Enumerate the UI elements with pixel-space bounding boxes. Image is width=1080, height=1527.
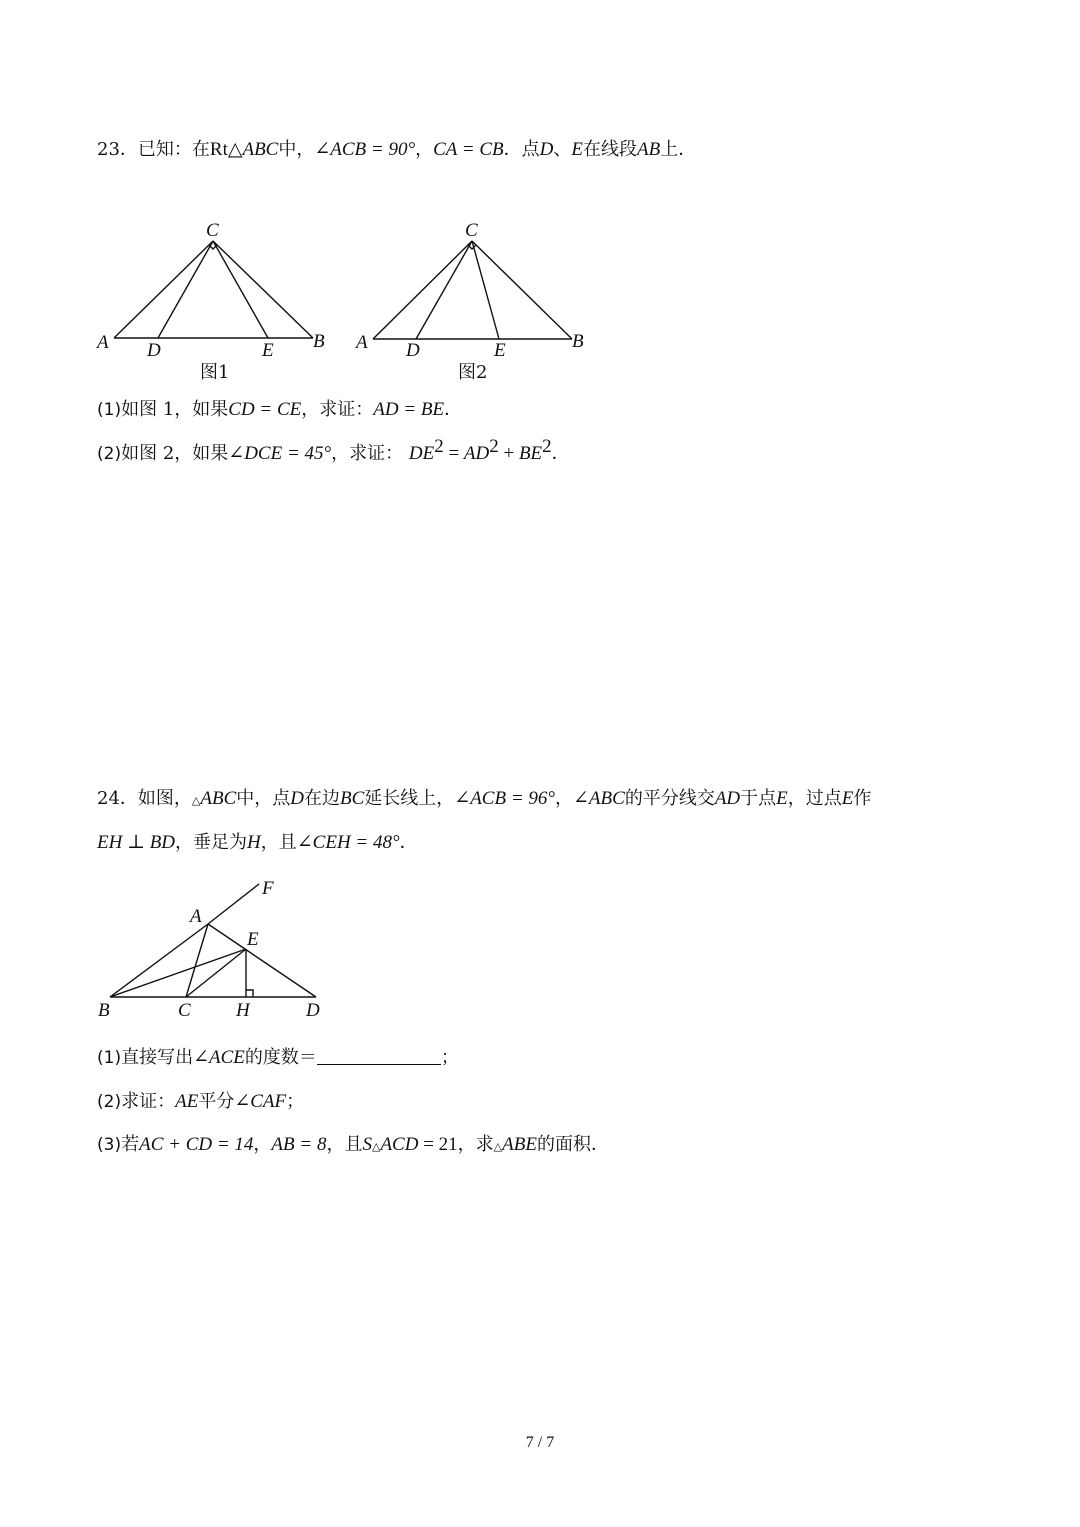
math-s: S xyxy=(362,1134,372,1155)
figure-q24-lines xyxy=(110,884,316,997)
math-acd: ACD xyxy=(380,1134,419,1155)
text: ，求 xyxy=(457,1134,494,1155)
math-ae: AE xyxy=(175,1091,199,1112)
text: 如图， xyxy=(137,788,192,809)
math-bc: BC xyxy=(340,788,365,809)
text: 的平分线交 xyxy=(624,788,715,809)
text: ； xyxy=(440,1047,459,1068)
text: 、 xyxy=(553,139,572,160)
q24-label-d: D xyxy=(306,1000,320,1021)
q24-label-f: F xyxy=(262,878,274,899)
math-ca-cb: CA = CB xyxy=(433,139,504,160)
q24-label-a: A xyxy=(190,906,202,927)
q24-part-2 xyxy=(97,1089,304,1115)
math-eh-perp-bd: EH ⊥ BD xyxy=(97,832,176,853)
text: 于点 xyxy=(740,788,777,809)
math-conclusion: AD = BE xyxy=(373,399,445,420)
q24-segment-ad xyxy=(208,924,316,997)
math-e: E xyxy=(841,788,854,809)
triangle-symbol: △ xyxy=(371,1140,381,1153)
text: 的度数＝ xyxy=(244,1047,317,1068)
text: ； xyxy=(286,1091,305,1112)
question-number: 23． xyxy=(97,139,138,160)
triangle-symbol: △ xyxy=(493,1140,503,1153)
fig2-label-b: B xyxy=(572,331,584,352)
math-e: E xyxy=(776,788,788,809)
math-rt: Rt xyxy=(209,139,228,160)
part-number: (1) xyxy=(97,1048,122,1068)
triangle-symbol: △ xyxy=(191,794,201,807)
math-ac-plus-cd: AC + CD = 14 xyxy=(139,1134,254,1155)
fig2-label-c: C xyxy=(465,220,478,241)
text: ，垂足为 xyxy=(175,832,248,853)
q24-segment-ba xyxy=(110,924,208,997)
math-condition: ∠DCE = 45° xyxy=(228,443,332,464)
fig1-label-a: A xyxy=(97,332,109,353)
math-d: D xyxy=(539,139,554,160)
math-angle-ceh: ∠CEH = 48° xyxy=(296,832,400,853)
text: ，且 xyxy=(326,1134,363,1155)
part-number: (1) xyxy=(97,400,122,420)
math-angle-abc: ∠ABC xyxy=(573,788,625,809)
part-number: (2) xyxy=(97,1092,122,1112)
q24-label-e: E xyxy=(247,929,259,950)
q24-label-b: B xyxy=(98,1000,110,1021)
text: 延长线上， xyxy=(364,788,455,809)
text: ， xyxy=(415,139,434,160)
text: ， xyxy=(555,788,574,809)
superscript: 2 xyxy=(489,436,499,457)
math-ad: AD xyxy=(714,788,741,809)
math-abe: ABE xyxy=(502,1134,537,1155)
superscript: 2 xyxy=(542,436,552,457)
text: 平分 xyxy=(198,1091,235,1112)
fig1-caption: 图1 xyxy=(200,362,230,383)
text: ，过点 xyxy=(787,788,842,809)
math-abc: ABC xyxy=(200,788,237,809)
q24-segment-ce xyxy=(186,949,246,997)
text: 已知：在 xyxy=(137,139,210,160)
part-number: (2) xyxy=(97,444,122,464)
text: 求证： xyxy=(121,1091,176,1112)
fig2-caption: 图2 xyxy=(458,362,488,383)
text: ． xyxy=(399,832,418,853)
math-d: D xyxy=(290,788,304,809)
math-plus: + xyxy=(498,443,519,464)
text: 中， xyxy=(278,139,315,160)
math-angle-caf: ∠CAF xyxy=(234,1091,287,1112)
fig1-label-c: C xyxy=(206,220,219,241)
text: 如图 1，如果 xyxy=(121,399,229,420)
q24-label-h: H xyxy=(236,1000,250,1021)
math-de: DE xyxy=(408,443,435,464)
text: 作 xyxy=(853,788,872,809)
fig1-label-e: E xyxy=(262,340,274,361)
math-angle-ace: ∠ACE xyxy=(193,1047,245,1068)
text: 在线段 xyxy=(582,139,637,160)
q24-ray-af xyxy=(208,884,259,924)
text: ． xyxy=(551,443,570,464)
text: ． xyxy=(444,399,463,420)
math-e: E xyxy=(571,139,583,160)
fig2-label-d: D xyxy=(406,340,420,361)
text: ，求证： xyxy=(301,399,374,420)
text: ，求证： xyxy=(331,443,404,464)
page-number: 7 / 7 xyxy=(525,1434,555,1451)
q24-segment-ac xyxy=(186,924,208,997)
text: 上． xyxy=(660,139,697,160)
text: 在边 xyxy=(304,788,340,809)
text: ，且 xyxy=(260,832,297,853)
text: 的面积． xyxy=(536,1134,609,1155)
fig1-label-b: B xyxy=(313,331,325,352)
q24-label-c: C xyxy=(178,1000,191,1021)
math-angle-acb: ∠ACB = 96° xyxy=(454,788,556,809)
text: ， xyxy=(253,1134,272,1155)
q24-segment-be xyxy=(110,949,246,997)
question-number: 24． xyxy=(97,788,138,809)
math-equals-21: = 21 xyxy=(418,1134,458,1155)
text: 若 xyxy=(121,1134,140,1155)
math-be: BE xyxy=(518,443,543,464)
part-number: (3) xyxy=(97,1135,122,1155)
math-condition: CD = CE xyxy=(228,399,302,420)
fig2-label-a: A xyxy=(356,332,368,353)
answer-blank[interactable] xyxy=(317,1046,441,1065)
text: 中，点 xyxy=(236,788,291,809)
text: 直接写出 xyxy=(121,1047,194,1068)
q24-part-1 xyxy=(97,1045,459,1071)
math-equals: = xyxy=(443,443,464,464)
math-h: H xyxy=(247,832,261,853)
fig1-label-d: D xyxy=(147,340,161,361)
q24-right-angle-mark xyxy=(246,990,253,997)
math-ab-8: AB = 8 xyxy=(271,1134,327,1155)
fig2-label-e: E xyxy=(494,340,506,361)
text: 如图 2，如果 xyxy=(121,443,229,464)
math-ad: AD xyxy=(463,443,490,464)
superscript: 2 xyxy=(434,436,444,457)
text: ．点 xyxy=(503,139,540,160)
math-triangle-abc: △ABC xyxy=(227,139,279,160)
q24-part-3 xyxy=(97,1132,609,1160)
math-ab: AB xyxy=(636,139,661,160)
math-angle-acb: ∠ACB = 90° xyxy=(314,139,416,160)
